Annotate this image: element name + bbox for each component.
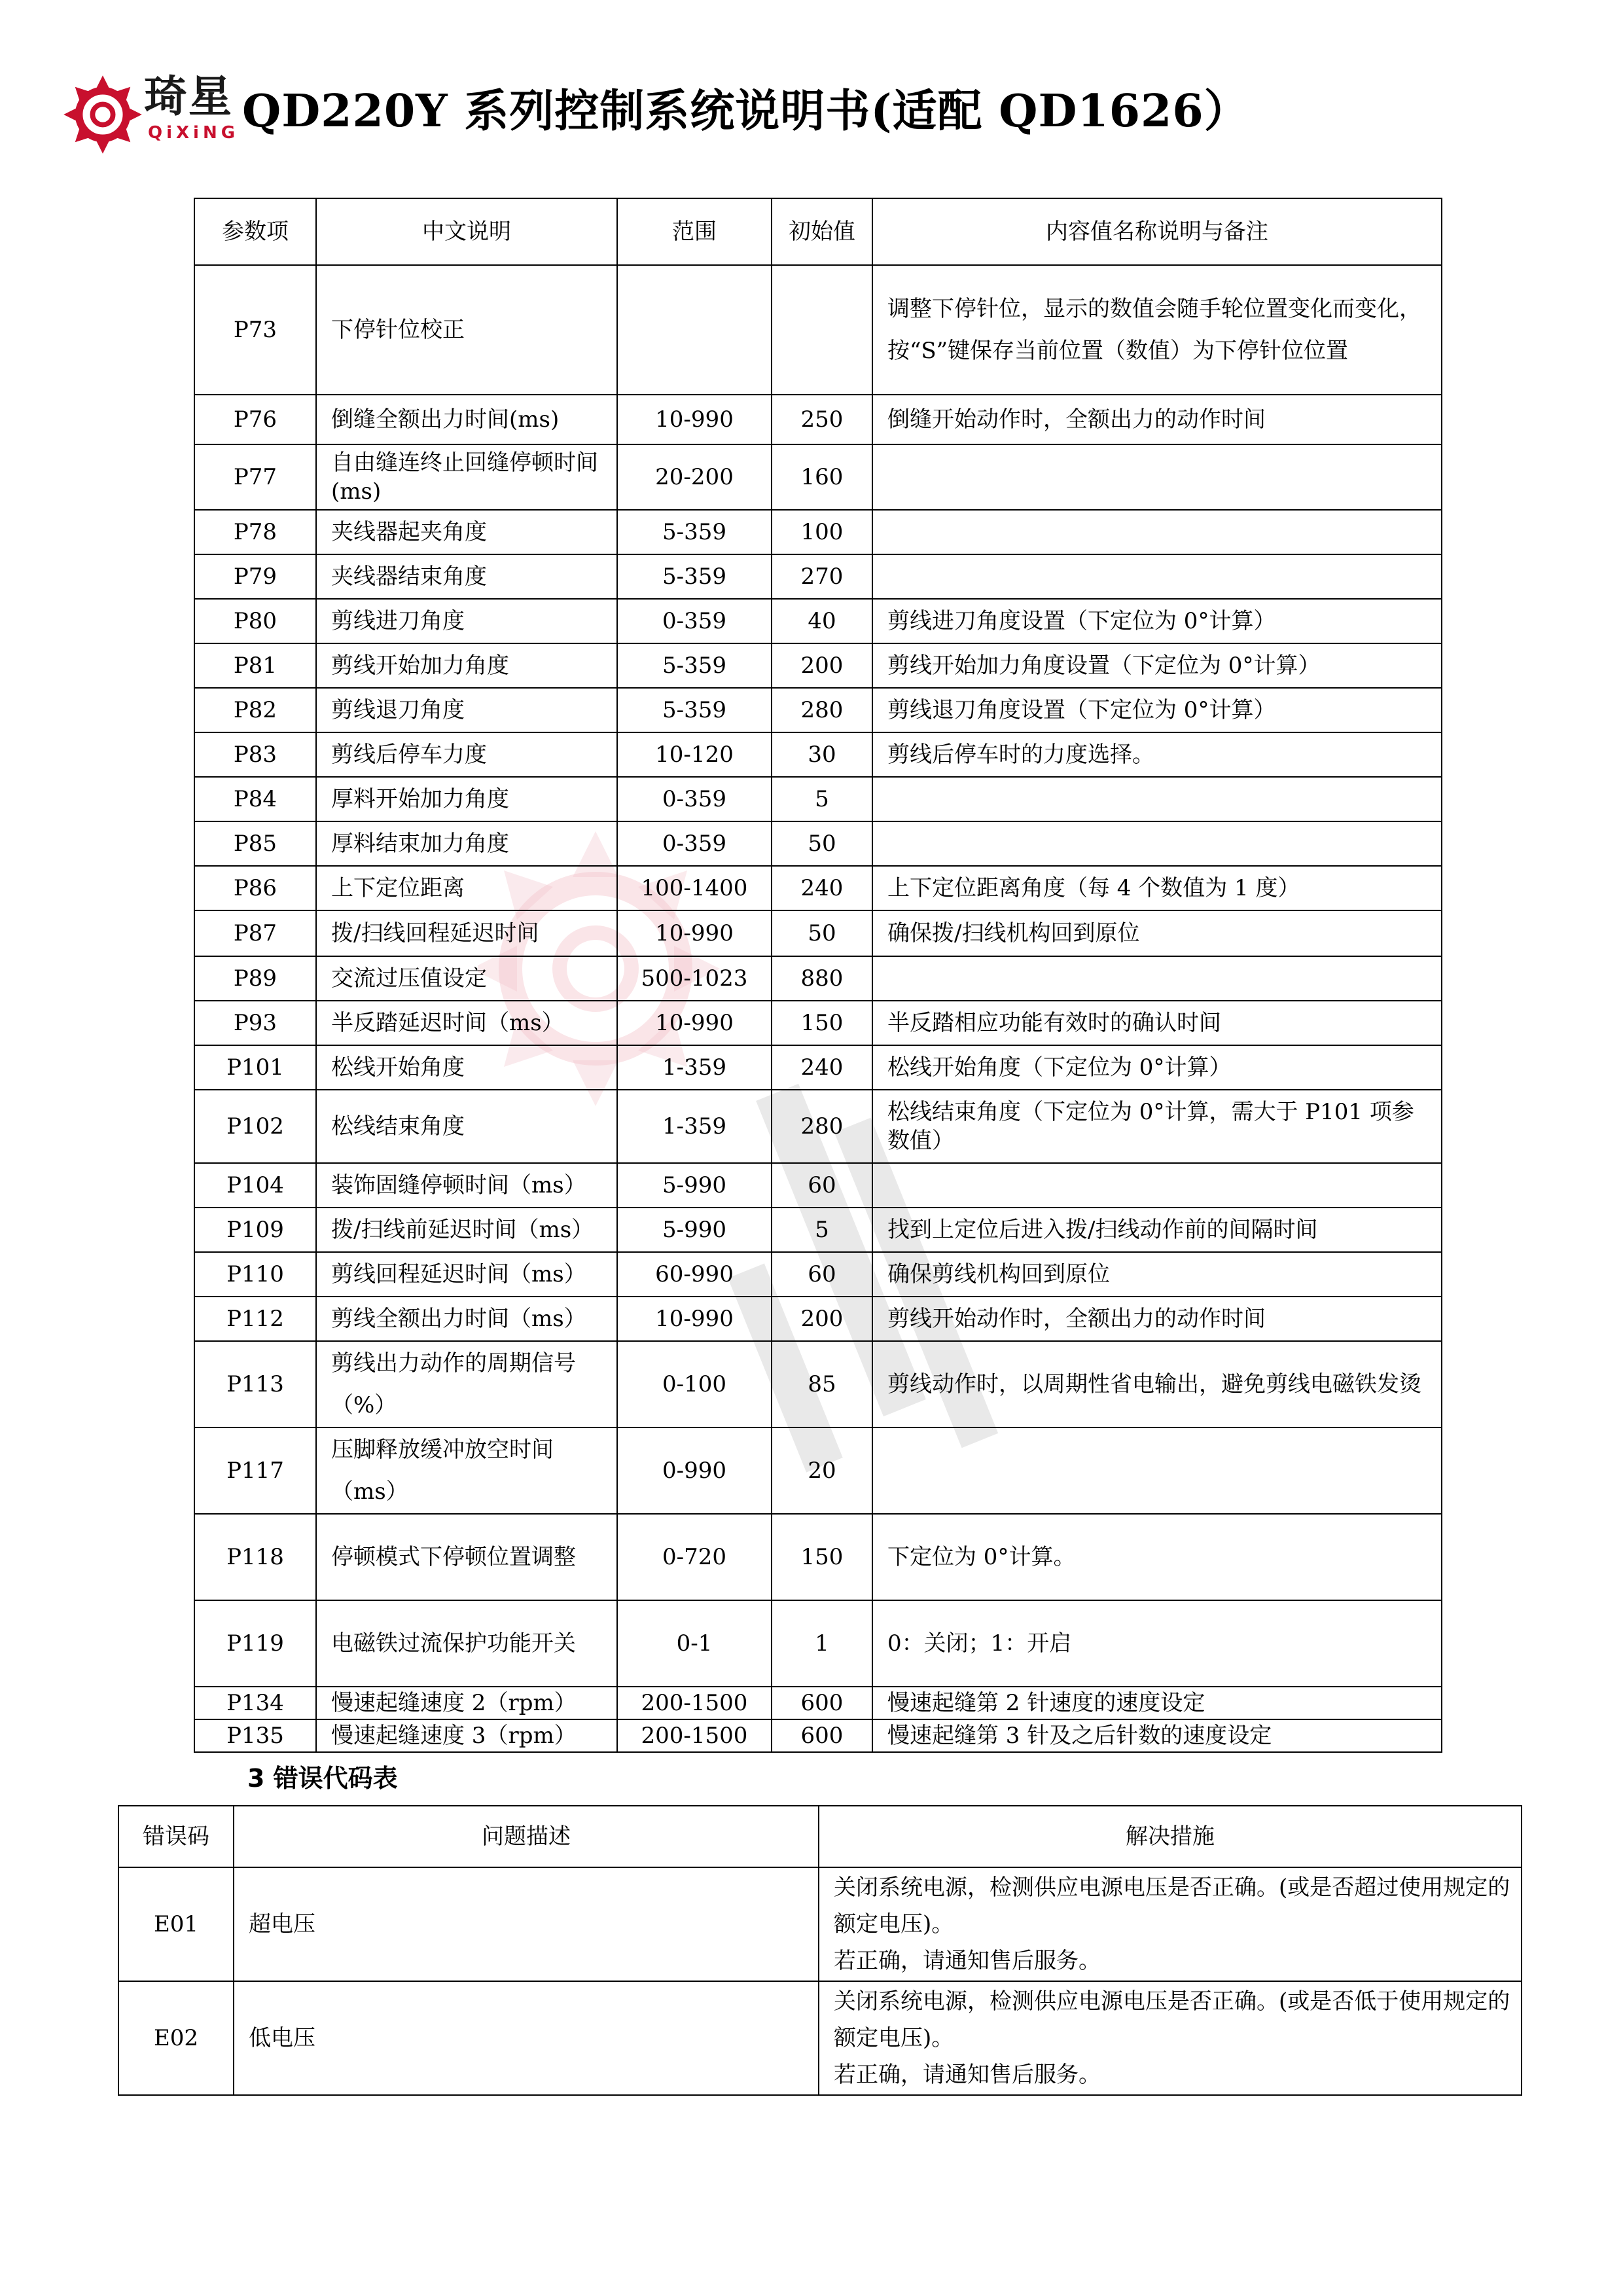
param-range: 60-990 bbox=[617, 1252, 772, 1297]
param-name: 剪线进刀角度 bbox=[316, 599, 617, 643]
param-code: P109 bbox=[194, 1208, 316, 1252]
param-note: 0：关闭；1：开启 bbox=[872, 1600, 1442, 1687]
param-range: 1-359 bbox=[617, 1045, 772, 1090]
table-row bbox=[118, 1867, 1522, 1981]
param-note bbox=[872, 1427, 1442, 1514]
table-row bbox=[194, 777, 1442, 821]
brand-name-en: QiXiNG bbox=[148, 123, 240, 143]
table-header-row bbox=[194, 198, 1442, 265]
param-default: 60 bbox=[772, 1163, 872, 1208]
param-name: 剪线退刀角度 bbox=[316, 688, 617, 732]
param-name: 交流过压值设定 bbox=[316, 956, 617, 1001]
table-row bbox=[194, 866, 1442, 910]
table-row bbox=[194, 1045, 1442, 1090]
param-name: 半反踏延迟时间（ms） bbox=[316, 1001, 617, 1045]
param-default: 40 bbox=[772, 599, 872, 643]
param-name: 停顿模式下停顿位置调整 bbox=[316, 1514, 617, 1600]
param-name: 拨/扫线回程延迟时间 bbox=[316, 910, 617, 956]
param-default bbox=[772, 265, 872, 395]
table-header-row bbox=[118, 1806, 1522, 1867]
param-range: 5-990 bbox=[617, 1208, 772, 1252]
error-solution bbox=[819, 1867, 1522, 1981]
param-range: 0-720 bbox=[617, 1514, 772, 1600]
param-name: 压脚释放缓冲放空时间（ms） bbox=[316, 1427, 617, 1514]
table-row bbox=[194, 395, 1442, 444]
param-note: 倒缝开始动作时，全额出力的动作时间 bbox=[872, 395, 1442, 444]
param-range: 5-359 bbox=[617, 643, 772, 688]
table-row bbox=[194, 1001, 1442, 1045]
param-name: 自由缝连终止回缝停顿时间(ms) bbox=[316, 444, 617, 510]
param-default: 250 bbox=[772, 395, 872, 444]
document-title: QD220Y 系列控制系统说明书(适配 QD1626） bbox=[242, 85, 1249, 137]
table-row bbox=[194, 1427, 1442, 1514]
param-name: 慢速起缝速度 2（rpm） bbox=[316, 1687, 617, 1719]
col-header-solution: 解决措施 bbox=[819, 1806, 1522, 1867]
param-code: P84 bbox=[194, 777, 316, 821]
qixing-logo-icon bbox=[60, 72, 145, 157]
param-code: P134 bbox=[194, 1687, 316, 1719]
solution-step: 若正确，请通知售后服务。 bbox=[834, 2062, 1101, 2088]
param-note bbox=[872, 956, 1442, 1001]
param-name: 剪线出力动作的周期信号（%） bbox=[316, 1341, 617, 1427]
table-row bbox=[194, 688, 1442, 732]
table-row bbox=[194, 444, 1442, 510]
param-range: 5-359 bbox=[617, 510, 772, 554]
param-note bbox=[872, 1163, 1442, 1208]
param-note: 剪线动作时，以周期性省电输出，避免剪线电磁铁发烫 bbox=[872, 1341, 1442, 1427]
param-default: 1 bbox=[772, 1600, 872, 1687]
param-note: 下定位为 0°计算。 bbox=[872, 1514, 1442, 1600]
param-note bbox=[872, 510, 1442, 554]
param-name: 松线结束角度 bbox=[316, 1090, 617, 1163]
param-code: P85 bbox=[194, 821, 316, 866]
param-code: P93 bbox=[194, 1001, 316, 1045]
param-code: P135 bbox=[194, 1719, 316, 1752]
param-name: 松线开始角度 bbox=[316, 1045, 617, 1090]
param-default: 280 bbox=[772, 688, 872, 732]
param-code: P77 bbox=[194, 444, 316, 510]
param-default: 600 bbox=[772, 1687, 872, 1719]
table-row bbox=[194, 510, 1442, 554]
table-row bbox=[118, 1981, 1522, 2095]
param-note: 松线开始角度（下定位为 0°计算） bbox=[872, 1045, 1442, 1090]
param-code: P104 bbox=[194, 1163, 316, 1208]
param-default: 50 bbox=[772, 821, 872, 866]
param-range: 0-1 bbox=[617, 1600, 772, 1687]
param-code: P81 bbox=[194, 643, 316, 688]
param-code: P73 bbox=[194, 265, 316, 395]
param-name: 装饰固缝停顿时间（ms） bbox=[316, 1163, 617, 1208]
solution-step: 关闭系统电源，检测供应电源电压是否正确。(或是否低于使用规定的额定电压)。 bbox=[834, 1988, 1510, 2051]
col-header-range: 范围 bbox=[617, 198, 772, 265]
param-range: 5-359 bbox=[617, 554, 772, 599]
col-header-code: 参数项 bbox=[194, 198, 316, 265]
param-default: 85 bbox=[772, 1341, 872, 1427]
param-range: 200-1500 bbox=[617, 1687, 772, 1719]
error-code: E01 bbox=[118, 1867, 234, 1981]
param-code: P118 bbox=[194, 1514, 316, 1600]
param-name: 电磁铁过流保护功能开关 bbox=[316, 1600, 617, 1687]
table-row bbox=[194, 1341, 1442, 1427]
table-row bbox=[194, 1090, 1442, 1163]
error-solution bbox=[819, 1981, 1522, 2095]
error-code: E02 bbox=[118, 1981, 234, 2095]
param-note: 确保拨/扫线机构回到原位 bbox=[872, 910, 1442, 956]
param-code: P76 bbox=[194, 395, 316, 444]
table-row bbox=[194, 1514, 1442, 1600]
param-default: 5 bbox=[772, 1208, 872, 1252]
param-note: 剪线进刀角度设置（下定位为 0°计算） bbox=[872, 599, 1442, 643]
col-header-name: 中文说明 bbox=[316, 198, 617, 265]
col-header-problem: 问题描述 bbox=[234, 1806, 819, 1867]
param-default: 150 bbox=[772, 1514, 872, 1600]
param-range: 0-359 bbox=[617, 599, 772, 643]
table-row bbox=[194, 1163, 1442, 1208]
table-row bbox=[194, 1297, 1442, 1341]
param-range: 1-359 bbox=[617, 1090, 772, 1163]
param-range bbox=[617, 265, 772, 395]
col-header-default: 初始值 bbox=[772, 198, 872, 265]
param-code: P112 bbox=[194, 1297, 316, 1341]
param-default: 100 bbox=[772, 510, 872, 554]
param-default: 150 bbox=[772, 1001, 872, 1045]
table-row bbox=[194, 956, 1442, 1001]
param-code: P117 bbox=[194, 1427, 316, 1514]
col-header-error-code: 错误码 bbox=[118, 1806, 234, 1867]
param-note: 松线结束角度（下定位为 0°计算，需大于 P101 项参数值） bbox=[872, 1090, 1442, 1163]
parameter-table bbox=[194, 198, 1442, 1753]
param-default: 600 bbox=[772, 1719, 872, 1752]
param-default: 5 bbox=[772, 777, 872, 821]
param-range: 10-990 bbox=[617, 910, 772, 956]
param-note bbox=[872, 444, 1442, 510]
param-name: 倒缝全额出力时间(ms) bbox=[316, 395, 617, 444]
table-row bbox=[194, 910, 1442, 956]
error-description: 低电压 bbox=[234, 1981, 819, 2095]
param-note bbox=[872, 554, 1442, 599]
param-code: P87 bbox=[194, 910, 316, 956]
param-code: P86 bbox=[194, 866, 316, 910]
table-row bbox=[194, 265, 1442, 395]
table-row bbox=[194, 1600, 1442, 1687]
param-range: 0-359 bbox=[617, 777, 772, 821]
param-name: 剪线开始加力角度 bbox=[316, 643, 617, 688]
table-row bbox=[194, 1252, 1442, 1297]
param-code: P110 bbox=[194, 1252, 316, 1297]
table-row bbox=[194, 1687, 1442, 1719]
param-range: 10-990 bbox=[617, 1001, 772, 1045]
param-code: P101 bbox=[194, 1045, 316, 1090]
brand-block bbox=[144, 71, 239, 143]
param-range: 10-990 bbox=[617, 1297, 772, 1341]
param-default: 240 bbox=[772, 1045, 872, 1090]
param-range: 100-1400 bbox=[617, 866, 772, 910]
param-code: P82 bbox=[194, 688, 316, 732]
param-name: 夹线器起夹角度 bbox=[316, 510, 617, 554]
param-range: 20-200 bbox=[617, 444, 772, 510]
param-name: 剪线后停车力度 bbox=[316, 732, 617, 777]
table-row bbox=[194, 554, 1442, 599]
param-name: 厚料开始加力角度 bbox=[316, 777, 617, 821]
param-range: 0-990 bbox=[617, 1427, 772, 1514]
param-range: 5-359 bbox=[617, 688, 772, 732]
param-default: 240 bbox=[772, 866, 872, 910]
table-row bbox=[194, 1719, 1442, 1752]
param-default: 280 bbox=[772, 1090, 872, 1163]
param-name: 厚料结束加力角度 bbox=[316, 821, 617, 866]
param-range: 5-990 bbox=[617, 1163, 772, 1208]
param-name: 上下定位距离 bbox=[316, 866, 617, 910]
param-note: 上下定位距离角度（每 4 个数值为 1 度） bbox=[872, 866, 1442, 910]
param-name: 剪线全额出力时间（ms） bbox=[316, 1297, 617, 1341]
table-row bbox=[194, 1208, 1442, 1252]
param-code: P102 bbox=[194, 1090, 316, 1163]
param-note: 慢速起缝第 3 针及之后针数的速度设定 bbox=[872, 1719, 1442, 1752]
param-name: 剪线回程延迟时间（ms） bbox=[316, 1252, 617, 1297]
param-note: 剪线开始加力角度设置（下定位为 0°计算） bbox=[872, 643, 1442, 688]
param-note: 半反踏相应功能有效时的确认时间 bbox=[872, 1001, 1442, 1045]
brand-name-cn: 琦星 bbox=[144, 71, 233, 122]
param-code: P80 bbox=[194, 599, 316, 643]
param-default: 50 bbox=[772, 910, 872, 956]
solution-step: 关闭系统电源，检测供应电源电压是否正确。(或是否超过使用规定的额定电压)。 bbox=[834, 1874, 1510, 1937]
param-note bbox=[872, 777, 1442, 821]
param-note: 找到上定位后进入拨/扫线动作前的间隔时间 bbox=[872, 1208, 1442, 1252]
param-range: 10-990 bbox=[617, 395, 772, 444]
param-code: P89 bbox=[194, 956, 316, 1001]
param-note: 确保剪线机构回到原位 bbox=[872, 1252, 1442, 1297]
param-code: P78 bbox=[194, 510, 316, 554]
param-range: 10-120 bbox=[617, 732, 772, 777]
param-note: 剪线开始动作时，全额出力的动作时间 bbox=[872, 1297, 1442, 1341]
param-default: 200 bbox=[772, 643, 872, 688]
param-name: 夹线器结束角度 bbox=[316, 554, 617, 599]
param-range: 0-100 bbox=[617, 1341, 772, 1427]
param-name: 下停针位校正 bbox=[316, 265, 617, 395]
param-note: 剪线后停车时的力度选择。 bbox=[872, 732, 1442, 777]
param-code: P83 bbox=[194, 732, 316, 777]
col-header-note: 内容值名称说明与备注 bbox=[872, 198, 1442, 265]
param-default: 20 bbox=[772, 1427, 872, 1514]
param-default: 160 bbox=[772, 444, 872, 510]
param-default: 270 bbox=[772, 554, 872, 599]
param-range: 200-1500 bbox=[617, 1719, 772, 1752]
table-row bbox=[194, 643, 1442, 688]
param-default: 30 bbox=[772, 732, 872, 777]
param-default: 880 bbox=[772, 956, 872, 1001]
table-row bbox=[194, 599, 1442, 643]
param-code: P119 bbox=[194, 1600, 316, 1687]
param-default: 60 bbox=[772, 1252, 872, 1297]
param-range: 500-1023 bbox=[617, 956, 772, 1001]
param-note: 剪线退刀角度设置（下定位为 0°计算） bbox=[872, 688, 1442, 732]
param-code: P79 bbox=[194, 554, 316, 599]
param-note: 调整下停针位，显示的数值会随手轮位置变化而变化，按“S”键保存当前位置（数值）为下停针位位置 bbox=[872, 265, 1442, 395]
param-note: 慢速起缝第 2 针速度的速度设定 bbox=[872, 1687, 1442, 1719]
param-note bbox=[872, 821, 1442, 866]
param-code: P113 bbox=[194, 1341, 316, 1427]
param-name: 拨/扫线前延迟时间（ms） bbox=[316, 1208, 617, 1252]
table-row bbox=[194, 821, 1442, 866]
param-default: 200 bbox=[772, 1297, 872, 1341]
table-row bbox=[194, 732, 1442, 777]
error-description: 超电压 bbox=[234, 1867, 819, 1981]
param-range: 0-359 bbox=[617, 821, 772, 866]
error-code-table bbox=[118, 1805, 1522, 2096]
error-code-section-heading: 3 错误代码表 bbox=[247, 1764, 398, 1793]
page-header bbox=[60, 65, 1565, 157]
solution-step: 若正确，请通知售后服务。 bbox=[834, 1948, 1101, 1974]
param-name: 慢速起缝速度 3（rpm） bbox=[316, 1719, 617, 1752]
